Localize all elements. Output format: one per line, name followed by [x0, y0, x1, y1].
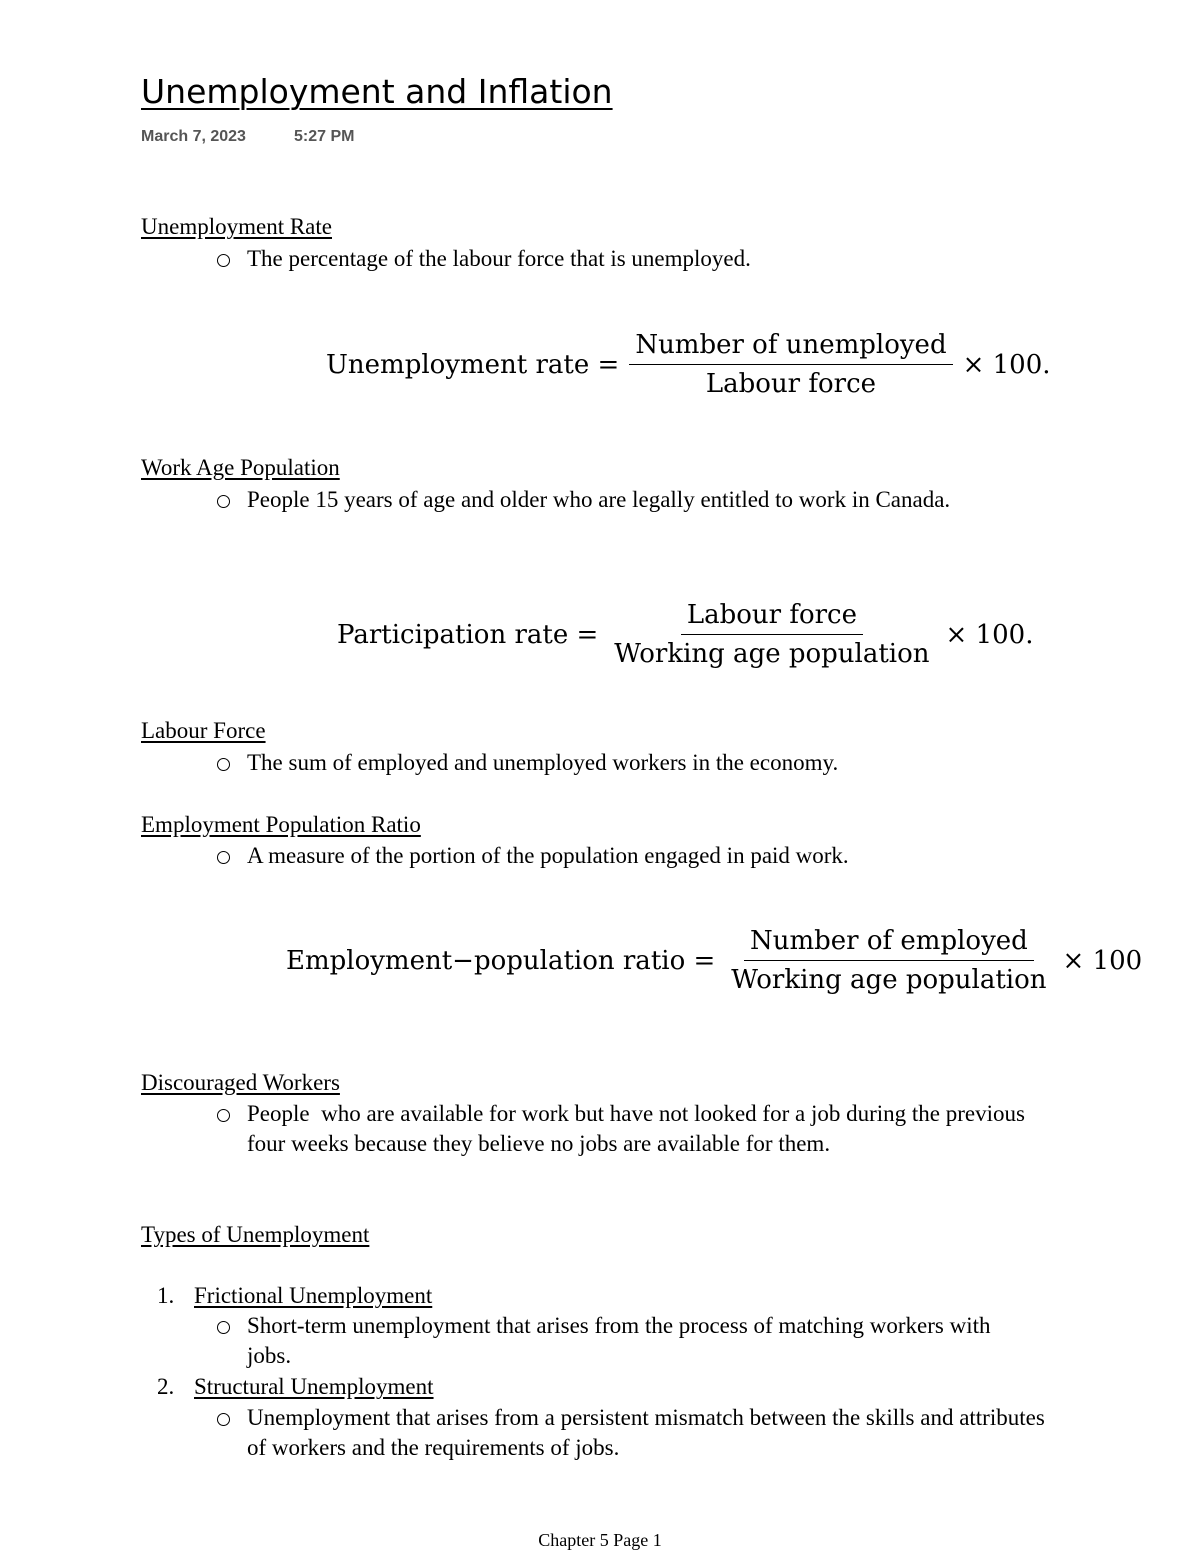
heading-work-age-population: Work Age Population — [141, 455, 340, 480]
formula-fraction — [629, 330, 952, 399]
list-item-frictional — [157, 1281, 433, 1311]
formula-multiplier: × 100. — [962, 349, 1051, 380]
note-date: March 7, 2023 — [141, 128, 246, 145]
list-number: 1. — [157, 1283, 175, 1308]
bullet-unemployment-rate: The percentage of the labour force that is unemployed. — [247, 244, 1057, 274]
formula-fraction — [725, 926, 1052, 995]
formula-lhs: Participation rate = — [337, 619, 599, 650]
list-item-title: Structural Unemployment — [194, 1374, 434, 1399]
formula-numerator: Number of employed — [744, 926, 1034, 961]
formula-fraction — [608, 600, 935, 669]
bullet-work-age-population: People 15 years of age and older who are legally entitled to work in Canada. — [247, 485, 1007, 515]
heading-types-of-unemployment: Types of Unemployment — [141, 1222, 370, 1247]
formula-participation-rate — [337, 600, 1033, 669]
heading-unemployment-rate: Unemployment Rate — [141, 214, 332, 239]
formula-unemployment-rate — [326, 330, 1051, 399]
bullet-labour-force: The sum of employed and unemployed workers in the economy. — [247, 748, 1057, 778]
bullet-frictional: Short-term unemployment that arises from the process of matching workers with jobs. — [247, 1311, 1037, 1371]
page-footer: Chapter 5 Page 1 — [538, 1530, 662, 1550]
formula-denominator: Working age population — [731, 965, 1047, 995]
formula-numerator: Labour force — [681, 600, 863, 635]
heading-employment-population-ratio: Employment Population Ratio — [141, 812, 421, 837]
page-title: Unemployment and Inflation — [141, 72, 613, 111]
note-time: 5:27 PM — [294, 128, 355, 145]
formula-lhs: Unemployment rate = — [326, 349, 620, 380]
list-item-title: Frictional Unemployment — [194, 1283, 433, 1308]
heading-labour-force: Labour Force — [141, 718, 266, 743]
formula-multiplier: × 100 — [1062, 945, 1143, 976]
list-number: 2. — [157, 1374, 175, 1399]
heading-discouraged-workers: Discouraged Workers — [141, 1070, 340, 1095]
formula-denominator: Working age population — [614, 639, 930, 669]
formula-multiplier: × 100. — [945, 619, 1034, 650]
bullet-structural: Unemployment that arises from a persistent mismatch between the skills and attributes of workers and the requirements of jobs. — [247, 1403, 1057, 1463]
formula-denominator: Labour force — [705, 369, 877, 399]
formula-employment-population-ratio — [286, 926, 1142, 995]
bullet-employment-population-ratio: A measure of the portion of the population engaged in paid work. — [247, 841, 1057, 871]
formula-numerator: Number of unemployed — [629, 330, 952, 365]
formula-lhs: Employment−population ratio = — [286, 945, 716, 976]
list-item-structural — [157, 1372, 434, 1402]
bullet-discouraged-workers: People who are available for work but have not looked for a job during the previous four weeks because they believe no jobs are available for them. — [247, 1099, 1057, 1159]
